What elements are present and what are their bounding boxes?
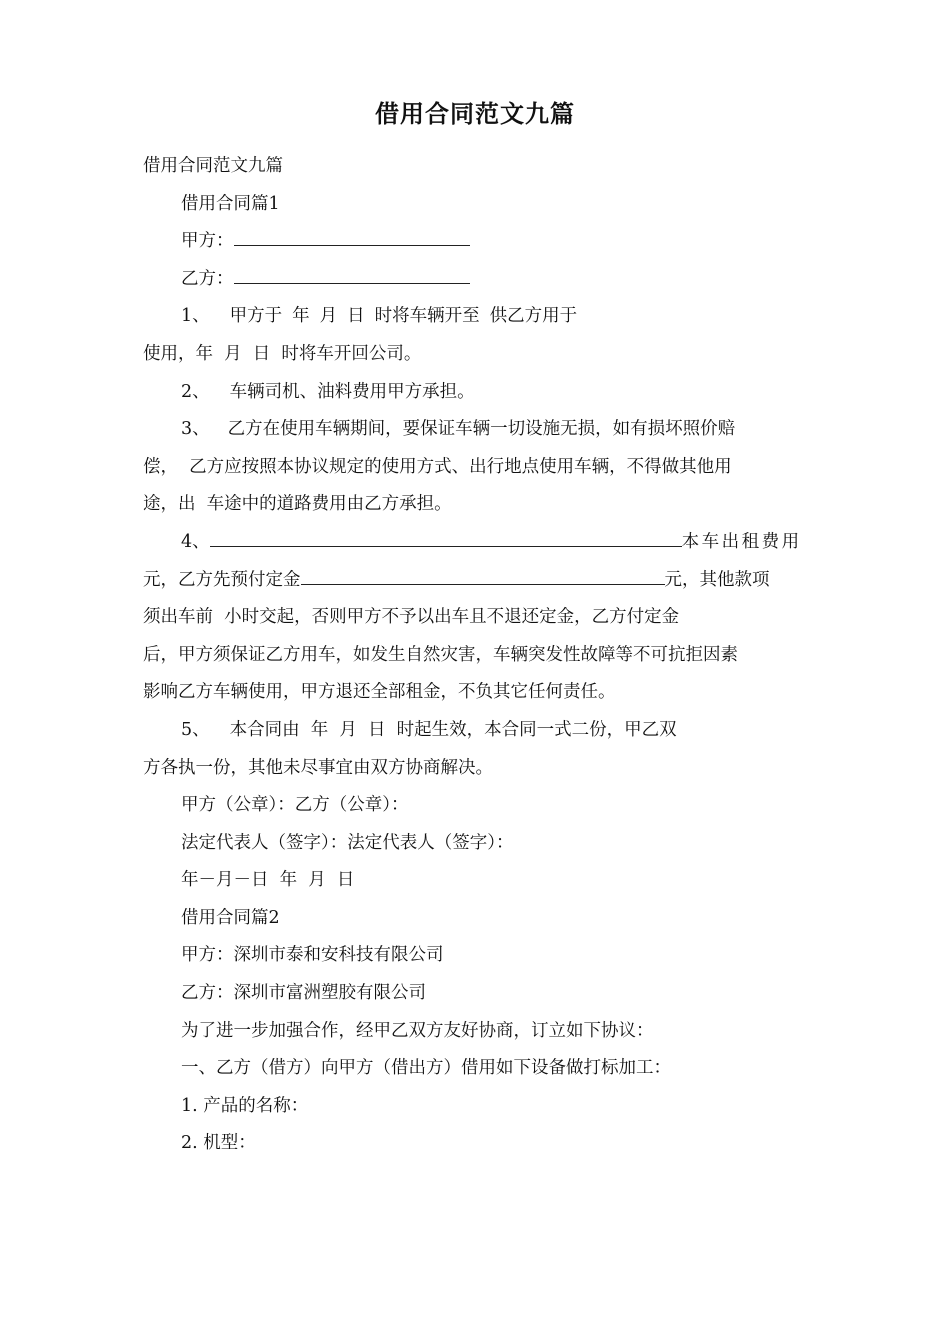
clause-one: 一、乙方（借方）向甲方（借出方）借用如下设备做打标加工： bbox=[181, 1058, 671, 1079]
clause-3-line-3: 途，出 车途中的道路费用由乙方承担。 bbox=[143, 494, 452, 515]
party-b-blank[interactable] bbox=[234, 265, 470, 284]
clause-4-line-5: 影响乙方车辆使用，甲方退还全部租金，不负其它任何责任。 bbox=[143, 682, 616, 703]
deposit-blank[interactable] bbox=[301, 566, 665, 585]
clause-4-line-2 bbox=[143, 562, 806, 600]
party-a-company: 甲方：深圳市泰和安科技有限公司 bbox=[181, 945, 444, 966]
clause-number: 3、 bbox=[181, 419, 210, 440]
clause-text: 元，其他款项 bbox=[664, 569, 770, 590]
clause-5-line-1 bbox=[143, 712, 806, 750]
clause-4-line-1 bbox=[143, 524, 806, 562]
clause-4-line-3: 须出车前 小时交起，否则甲方不予以出车且不退还定金，乙方付定金 bbox=[143, 607, 680, 628]
party-a-blank[interactable] bbox=[234, 227, 470, 246]
party-b-company: 乙方：深圳市富洲塑胶有限公司 bbox=[181, 983, 426, 1004]
item-product-name: 1. 产品的名称： bbox=[181, 1095, 309, 1116]
representative-line: 法定代表人（签字）：法定代表人（签字）： bbox=[181, 832, 514, 853]
doc-heading: 借用合同范文九篇 bbox=[143, 156, 283, 176]
clause-number: 5、 bbox=[181, 719, 210, 740]
clause-number: 1、 bbox=[181, 306, 210, 327]
party-a-label: 甲方： bbox=[181, 231, 234, 252]
section-heading-2: 借用合同篇2 bbox=[181, 907, 280, 928]
clause-number: 4、 bbox=[181, 531, 210, 552]
clause-text: 年 bbox=[292, 306, 310, 327]
party-b-line bbox=[143, 261, 806, 299]
seal-line: 甲方（公章）：乙方（公章）： bbox=[181, 795, 409, 816]
clause-text: 乙方在使用车辆期间，要保证车辆一切设施无损，如有损坏照价赔 bbox=[227, 419, 736, 440]
clause-text: 时将车辆开至 bbox=[374, 306, 480, 327]
clause-text: 日 bbox=[347, 306, 365, 327]
document-title: 借用合同范文九篇 bbox=[375, 100, 575, 128]
intro-paragraph: 为了进一步加强合作，经甲乙双方友好协商，订立如下协议： bbox=[181, 1020, 654, 1041]
clause-text: 本车出租费用 bbox=[681, 531, 802, 552]
clause-1-line-1 bbox=[143, 298, 806, 336]
clause-text: 甲方于 bbox=[229, 306, 283, 327]
document-body bbox=[143, 148, 806, 1163]
clause-5-line-2: 方各执一份，其他未尽事宜由双方协商解决。 bbox=[143, 757, 493, 778]
clause-1-line-2: 使用，年 月 日 时将车开回公司。 bbox=[143, 343, 422, 364]
party-a-line bbox=[143, 223, 806, 261]
clause-4-line-4: 后，甲方须保证乙方用车，如发生自然灾害，车辆突发性故障等不可抗拒因素 bbox=[143, 644, 738, 665]
clause-3-line-2: 偿， 乙方应按照本协议规定的使用方式、出行地点使用车辆，不得做其他用 bbox=[143, 456, 732, 477]
clause-3-line-1 bbox=[143, 411, 806, 449]
rental-blank[interactable] bbox=[210, 528, 682, 547]
party-b-label: 乙方： bbox=[181, 268, 234, 289]
clause-text: 本合同由 年 月 日 时起生效，本合同一式二份，甲乙双 bbox=[229, 719, 677, 740]
clause-number: 2、 bbox=[181, 381, 210, 402]
clause-text: 车辆司机、油料费用甲方承担。 bbox=[229, 381, 475, 402]
date-line: 年－月－日 年 月 日 bbox=[181, 870, 355, 891]
section-heading-1: 借用合同篇1 bbox=[181, 193, 280, 214]
clause-2 bbox=[143, 374, 806, 412]
clause-text: 元，乙方先预付定金 bbox=[143, 569, 301, 590]
item-model: 2. 机型： bbox=[181, 1133, 256, 1154]
clause-text: 供乙方用于 bbox=[489, 306, 578, 327]
clause-text: 月 bbox=[319, 306, 338, 327]
